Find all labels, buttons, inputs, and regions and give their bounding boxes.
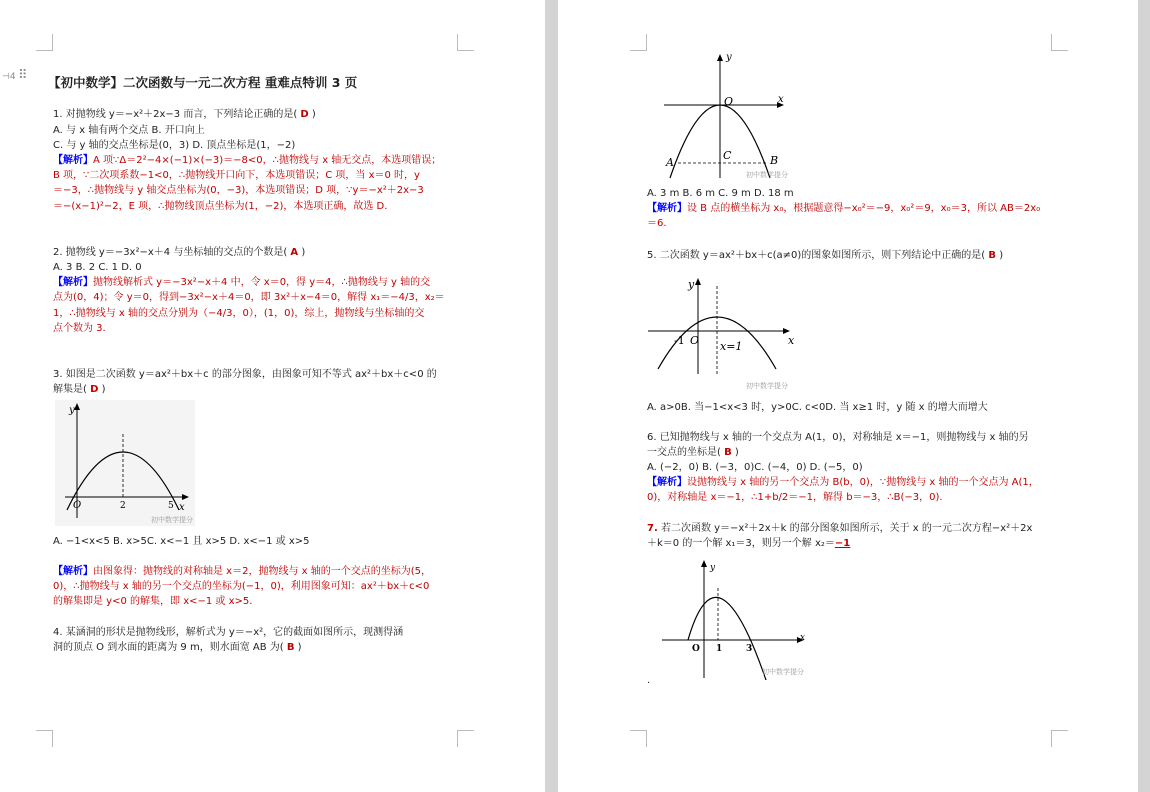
corner-mark <box>457 34 474 51</box>
watermark: 初中数学提分 <box>746 382 788 390</box>
q6-options: A. (−2，0) B. (−3，0)C. (−4，0) D. (−5，0) <box>647 462 863 473</box>
corner-mark <box>457 730 474 747</box>
q2-explanation-2: 点为(0，4)；令 y＝0，得到−3x²−x＋4＝0，即 3x²＋x−4＝0，解得 x₁＝−4/3，x₂＝ <box>53 292 445 303</box>
q4-options: A. 3 m B. 6 m C. 9 m D. 18 m <box>647 188 794 199</box>
q2-explanation-3: 1，∴抛物线与 x 轴的交点分别为（−4/3，0），(1，0)，综上，抛物线与坐标轴的交 <box>53 308 425 319</box>
q7-stem-1: 7. 若二次函数 y＝−x²＋2x＋k 的部分图象如图所示，关于 x 的一元二次方程−x²＋2x <box>647 523 1033 534</box>
q3-explanation-1: 【解析】由图象得：抛物线的对称轴是 x＝2，抛物线与 x 轴的一个交点的坐标为(5， <box>53 566 431 577</box>
q1-explanation-4: ＝−(x−1)²−2，E 项，∴抛物线顶点坐标为(1，−2)，本选项正确，故选 D. <box>53 201 388 212</box>
corner-mark <box>36 730 53 747</box>
tick-label: 1 <box>716 644 723 654</box>
q4-explanation-1: 【解析】设 B 点的横坐标为 x₀，根据题意得−x₀²＝−9，x₀²＝9，x₀＝3，所以 AB＝2x₀ <box>647 203 1041 214</box>
x-label: x <box>179 502 185 513</box>
trailing-mark: . <box>647 675 651 686</box>
q2-explanation-4: 点个数为 3. <box>53 323 106 334</box>
q2-options: A. 3 B. 2 C. 1 D. 0 <box>53 262 142 273</box>
corner-mark <box>630 34 647 51</box>
q3-stem-2: 解集是( D ) <box>53 384 106 395</box>
tick-label: 2 <box>120 501 126 511</box>
point-b-label: B <box>770 154 779 167</box>
q3-explanation-3: 的解集即是 y<0 的解集，即 x<−1 或 x>5. <box>53 596 253 607</box>
q6-stem-2: 一交点的坐标是( B ) <box>647 447 739 458</box>
watermark: 初中数学提分 <box>762 668 804 676</box>
q4-culvert-figure <box>662 50 798 182</box>
parabola-curve <box>688 597 768 680</box>
q7-parabola-figure <box>658 556 818 680</box>
left-page <box>0 0 545 792</box>
point-c-label: C <box>723 149 732 162</box>
origin-label: O <box>692 644 700 654</box>
q5-parabola-figure <box>646 274 806 392</box>
q5-options: A. a>0B. 当−1<x<3 时，y>0C. c<0D. 当 x≥1 时，y 随 x 的增大而增大 <box>647 402 988 413</box>
q1-options-1: A. 与 x 轴有两个交点 B. 开口向上 <box>53 125 205 136</box>
origin-label: O <box>724 95 734 108</box>
point-a-label: A <box>666 156 674 169</box>
q2-explanation-1: 【解析】抛物线解析式 y＝−3x²−x＋4 中，令 x＝0，得 y＝4，∴抛物线与 y 轴的交 <box>53 277 431 288</box>
q1-explanation-2: B 项，∵二次项系数−1<0，∴抛物线开口向下，本选项错误；C 项，当 x＝0 时，y <box>53 170 420 181</box>
y-label: y <box>726 52 732 63</box>
x-label: x <box>778 94 784 105</box>
corner-mark <box>1051 730 1068 747</box>
x-label: x <box>788 334 795 347</box>
tick-label: 3 <box>746 644 753 654</box>
q6-explanation-2: 0)，对称轴是 x＝−1，∴1+b/2＝−1，解得 b＝−3，∴B(−3，0). <box>647 492 943 503</box>
q1-explanation-1: 【解析】A 项∵Δ＝2²−4×(−1)×(−3)＝−8<0，∴抛物线与 x 轴无交点，本选项错误； <box>53 155 442 166</box>
right-page <box>558 0 1138 792</box>
q4-stem-2: 洞的顶点 O 到水面的距离为 9 m，则水面宽 AB 为( B ) <box>53 642 302 653</box>
q4-explanation-2: ＝6. <box>647 218 667 229</box>
watermark: 初中数学提分 <box>151 516 193 524</box>
block-handle[interactable]: ⠿ <box>18 68 28 83</box>
q3-options: A. −1<x<5 B. x>5C. x<−1 且 x>5 D. x<−1 或 x>5 <box>53 536 310 547</box>
watermark: 初中数学提分 <box>746 171 788 179</box>
symmetry-label: x=1 <box>720 340 743 353</box>
q6-explanation-1: 【解析】设抛物线与 x 轴的另一个交点为 B(b，0)，∵抛物线与 x 轴的一个交点为 A(1， <box>647 477 1039 488</box>
q7-stem-2: ＋k＝0 的一个解 x₁＝3，则另一个解 x₂＝−1 <box>647 538 851 549</box>
drag-handle-icon[interactable]: ⊣4 <box>2 72 16 82</box>
y-arrow-icon <box>701 560 707 567</box>
y-arrow-icon <box>695 278 701 285</box>
q4-stem-1: 4. 某涵洞的形状是抛物线形，解析式为 y＝−x²，它的截面如图所示，现测得涵 <box>53 627 404 638</box>
q5-stem: 5. 二次函数 y＝ax²＋bx＋c(a≠0)的图象如图所示，则下列结论中正确的是( B ) <box>647 250 1004 261</box>
y-label: y <box>688 278 695 291</box>
tick-label: -1 <box>674 334 685 347</box>
q6-stem-1: 6. 已知抛物线与 x 轴的一个交点为 A(1，0)，对称轴是 x＝−1，则抛物线与 x 轴的另 <box>647 432 1029 443</box>
q1-options-2: C. 与 y 轴的交点坐标是(0，3) D. 顶点坐标是(1，−2) <box>53 140 296 151</box>
q2-stem: 2. 抛物线 y＝−3x²−x＋4 与坐标轴的交点的个数是( A ) <box>53 247 306 258</box>
origin-label: O <box>73 500 82 511</box>
corner-mark <box>1051 34 1068 51</box>
q3-stem-1: 3. 如图是二次函数 y＝ax²＋bx＋c 的部分图象，由图象可知不等式 ax²＋bx＋c<0 的 <box>53 369 437 380</box>
tick-label: 5 <box>168 501 174 511</box>
page-title: 【初中数学】二次函数与一元二次方程 重难点特训 3 页 <box>48 75 358 90</box>
y-arrow-icon <box>717 54 723 61</box>
origin-label: O <box>690 334 700 347</box>
q1-explanation-3: ＝−3，∴抛物线与 y 轴交点坐标为(0，−3)，本选项错误；D 项，∵y＝−x²＋2x−3 <box>53 185 424 196</box>
corner-mark <box>630 730 647 747</box>
x-label: x <box>800 633 806 643</box>
y-label: y <box>69 405 75 416</box>
q3-parabola-figure <box>55 400 195 526</box>
corner-mark <box>36 34 53 51</box>
q1-stem: 1. 对抛物线 y＝−x²＋2x−3 而言，下列结论正确的是( D ) <box>53 109 316 120</box>
q3-explanation-2: 0)，∴抛物线与 x 轴的另一个交点的坐标为(−1，0)，利用图象可知：ax²＋bx＋c<0 <box>53 581 430 592</box>
y-label: y <box>710 563 716 573</box>
